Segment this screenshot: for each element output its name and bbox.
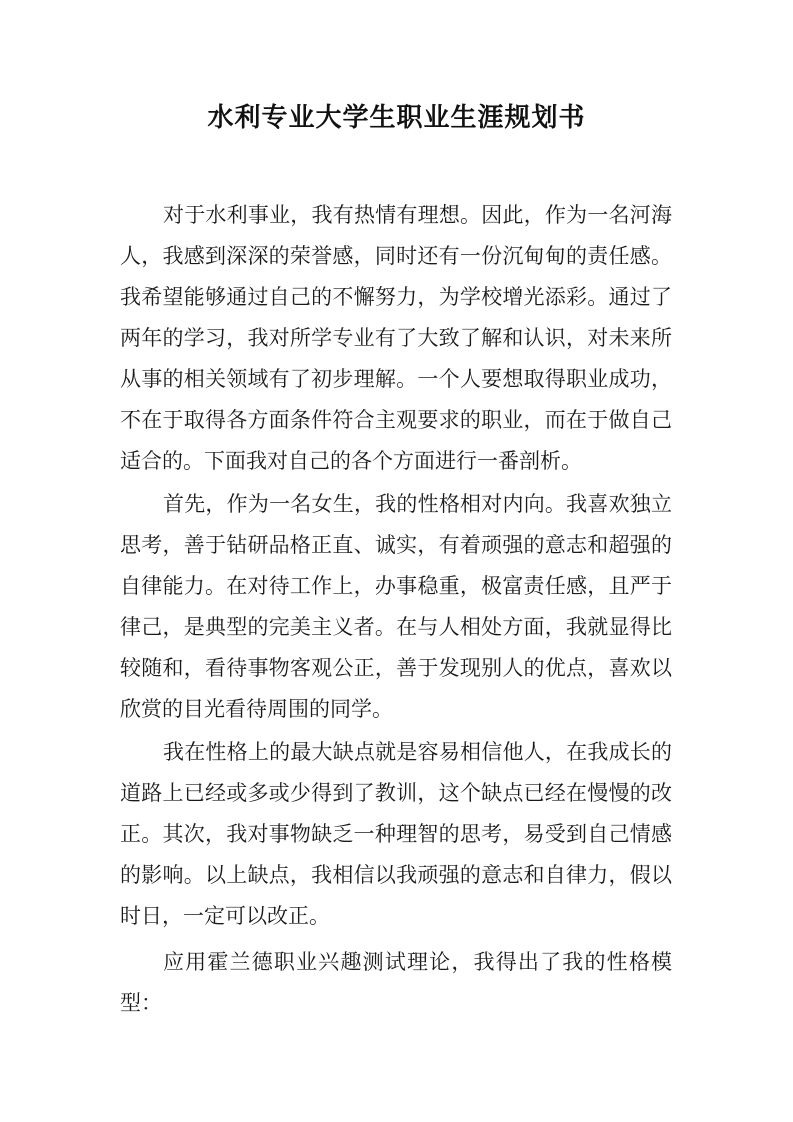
paragraph-2-line-4: 律己，是典型的完美主义者。在与人相处方面，我就显得比 [120,615,672,639]
paragraph-1-line-7: 适合的。下面我对自己的各个方面进行一番剖析。 [120,449,582,473]
paragraph-1-line-3: 我希望能够通过自己的不懈努力，为学校增光添彩。通过了 [120,285,672,309]
paragraph-4-line-2: 型： [120,991,162,1015]
paragraph-2-line-3: 自律能力。在对待工作上，办事稳重，极富责任感，且严于 [120,574,672,598]
paragraph-3-line-2: 道路上已经或多或少得到了教训，这个缺点已经在慢慢的改 [120,781,672,805]
paragraph-3-line-1: 我在性格上的最大缺点就是容易相信他人，在我成长的 [163,740,672,764]
paragraph-1-line-4: 两年的学习，我对所学专业有了大致了解和认识，对未来所 [120,326,672,350]
paragraph-3-line-4: 的影响。以上缺点，我相信以我顽强的意志和自律力，假以 [120,863,672,887]
paragraph-2-line-1: 首先，作为一名女生，我的性格相对内向。我喜欢独立 [163,492,672,516]
paragraph-1-line-5: 从事的相关领域有了初步理解。一个人要想取得职业成功， [120,367,672,391]
document-title: 水利专业大学生职业生涯规划书 [207,103,586,133]
paragraph-3-line-3: 正。其次，我对事物缺乏一种理智的思考，易受到自己情感 [120,822,672,846]
paragraph-3-line-5: 时日，一定可以改正。 [120,904,330,928]
paragraph-1-line-6: 不在于取得各方面条件符合主观要求的职业，而在于做自己 [120,408,672,432]
paragraph-1-line-1: 对于水利事业，我有热情有理想。因此，作为一名河海 [163,203,672,227]
paragraph-1-line-2: 人，我感到深深的荣誉感，同时还有一份沉甸甸的责任感。 [120,244,672,268]
paragraph-4-line-1: 应用霍兰德职业兴趣测试理论，我得出了我的性格模 [163,950,672,974]
paragraph-2-line-5: 较随和，看待事物客观公正，善于发现别人的优点，喜欢以 [120,656,672,680]
paragraph-2-line-2: 思考，善于钻研品格正直、诚实，有着顽强的意志和超强的 [120,533,672,557]
paragraph-2-line-6: 欣赏的目光看待周围的同学。 [120,697,393,721]
